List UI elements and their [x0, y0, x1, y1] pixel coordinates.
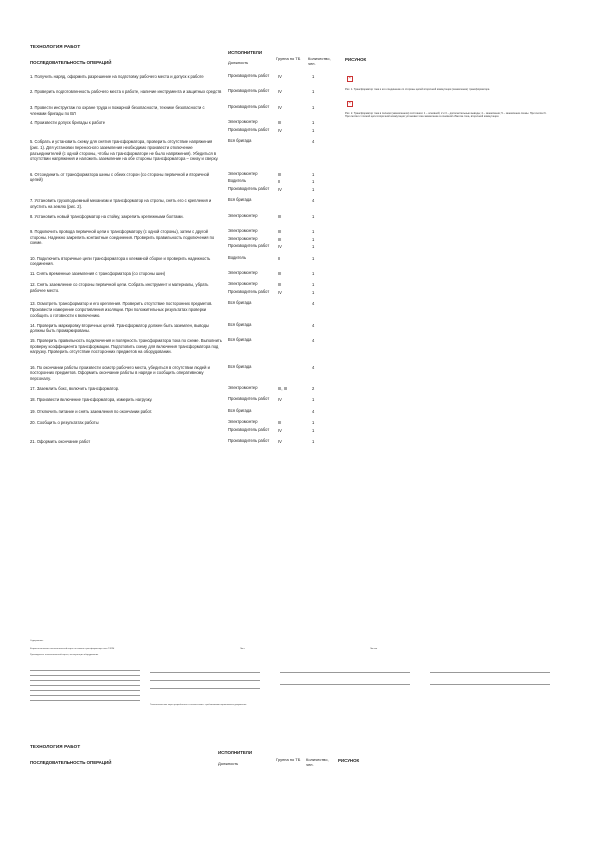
performer-group: IV: [278, 427, 282, 433]
performer-count: 1: [312, 439, 315, 445]
performer-count: 1: [312, 120, 315, 126]
performer-group: IV: [278, 289, 282, 295]
performer-count: 1: [312, 74, 315, 79]
performer-group: III, III: [278, 385, 288, 391]
stamp-line-1: Содержание:: [30, 640, 44, 642]
performer-position: Электромонтер: [228, 119, 258, 125]
col-position-header: Должность: [228, 60, 249, 65]
operation-text: 21. Оформить окончание работ: [30, 439, 91, 445]
performer-count: 1: [312, 89, 315, 95]
performer-position: Электромонтер: [228, 228, 258, 233]
performer-position: Производитель работ: [228, 243, 270, 248]
performer-count: 1: [312, 127, 315, 133]
performer-position: Электромонтер: [228, 170, 258, 176]
page2-col-count-header: Количество, чел.: [306, 757, 329, 767]
operation-text: 13. Осмотреть трансформатор и его крепления. Проверить отсутствие посторонних предметов. Произвести измерение сопротивления изоляции. При положительных результатах проверки сообщить о готовности к включению.: [30, 301, 213, 318]
performer-position: Электромонтер: [228, 269, 258, 275]
stamp-sheet-label: Лист: [240, 648, 245, 650]
performer-count: 4: [312, 198, 315, 204]
performer-position: Вся бригада: [228, 300, 252, 306]
title-block: [30, 640, 570, 720]
performer-count: 1: [312, 420, 315, 426]
performer-group: IV: [278, 439, 282, 445]
performer-position: Вся бригада: [228, 321, 252, 327]
performer-position: Производитель работ: [228, 88, 270, 94]
performer-count: 1: [312, 427, 315, 433]
operation-text: 8. Установить новый трансформатор на стойку, закрепить крепежными болтами.: [30, 213, 184, 219]
performer-group: IV: [278, 89, 282, 95]
figure-2-caption: Рис. 2. Трансформатор тока в полном (заземленном) состоянии: 1 – основной; 2 и 3 – дополнительные выводы; 4 – заземление; 5 – заземление схемы. При снятии 6. При снятии с полной цепи вторичной коммутации установки тока заземление в основной обмотке тока, вторичной коммутации.: [345, 112, 547, 118]
performer-group: III: [278, 236, 282, 242]
performer-position: Производитель работ: [228, 288, 270, 294]
performer-position: Электромонтер: [228, 235, 258, 241]
performer-group: III: [278, 171, 282, 177]
figure-1-image-icon: [347, 76, 353, 82]
page2-col-group-header: Группа по ТБ: [276, 757, 301, 762]
page2-col-position-header: Должность: [218, 761, 239, 766]
performer-position: Производитель работ: [228, 73, 270, 78]
stamp-sheets-label: Листов: [370, 648, 378, 650]
operation-text: 10. Подключить вторичные цепи трансформатора к клеммной сборке и проверить надежность соединения.: [30, 255, 211, 267]
sequence-header: ПОСЛЕДОВАТЕЛЬНОСТЬ ОПЕРАЦИЙ: [30, 60, 112, 65]
performer-count: 1: [312, 186, 315, 192]
operation-text: 17. Заземлить бокс, включить трансформатор.: [30, 385, 120, 391]
stamp-line-2: Форма исполнения технологической карты по замене трансформатора тока ТФЗМ: [30, 648, 115, 650]
page2-performers-header: ИСПОЛНИТЕЛИ: [218, 750, 253, 755]
operation-text: 2. Проверить подготовленность рабочего места к работе, наличие инструмента и защитных средств: [30, 89, 222, 95]
performer-count: 1: [312, 171, 315, 177]
performer-count: 1: [312, 289, 315, 295]
col-count-header: Количество, чел.: [308, 56, 331, 66]
performer-count: 1: [312, 213, 315, 219]
operation-text: 3. Провести инструктаж по охране труда и пожарной безопасности, технике безопасности с членами бригады по ВЛ: [30, 104, 205, 116]
performer-position: Электромонтер: [228, 281, 258, 287]
operation-text: 14. Проверить маркировку вторичных цепей. Трансформатор должен быть заземлен, выводы должны быть промаркированы.: [30, 322, 209, 334]
performer-count: 1: [312, 236, 315, 242]
operation-text: 11. Снять временные заземления с трансформатора (со стороны шин): [30, 270, 166, 276]
performer-count: 2: [312, 385, 315, 391]
operation-text: 20. Сообщить о результатах работы: [30, 420, 99, 426]
page2-figures-header: РИСУНОК: [338, 758, 360, 763]
performer-position: Вся бригада: [228, 197, 252, 203]
performer-position: Производитель работ: [228, 438, 270, 444]
performer-position: Электромонтер: [228, 212, 258, 218]
figures-header: РИСУНОК: [345, 57, 367, 62]
performer-position: Вся бригада: [228, 407, 252, 413]
performer-count: 1: [312, 282, 315, 288]
operation-text: 9. Подключить провода первичной цепи к трансформатору (с одной стороны), затем с другой стороны. Надежно закрепить контактные соединения. Проверить правильность подключения по схеме.: [30, 229, 215, 246]
performer-group: IV: [278, 74, 282, 79]
performers-header: ИСПОЛНИТЕЛИ: [228, 50, 263, 55]
stamp-grid-left: [30, 666, 140, 706]
performer-position: Электромонтер: [228, 419, 258, 425]
stamp-grid-far-right: [430, 666, 550, 706]
performer-count: 1: [312, 397, 315, 403]
operation-text: 1. Получить наряд, оформить разрешение на подготовку рабочего места и допуск к работе: [30, 74, 204, 79]
performer-count: 1: [312, 229, 315, 234]
page2-title: ТЕХНОЛОГИЯ РАБОТ: [30, 744, 81, 749]
performer-count: 4: [312, 408, 315, 414]
performer-position: Производитель работ: [228, 185, 270, 191]
col-group-header: Группа по ТБ: [276, 56, 301, 61]
performer-group: III: [278, 213, 282, 219]
performer-position: Электромонтер: [228, 384, 258, 390]
page-title: ТЕХНОЛОГИЯ РАБОТ: [30, 44, 81, 49]
performer-count: 1: [312, 179, 315, 185]
performer-position: Производитель работ: [228, 126, 270, 132]
performer-count: 4: [312, 301, 315, 307]
operation-text: 15. Проверить правильность подключения и полярность трансформатора тока по схеме. Выполнить проверку коэффициента трансформации. Подготовить схему для включения трансформатора под нагрузку. Проверить отсутствие посторонних предметов на оборудовании.: [30, 337, 222, 355]
stamp-bottom-note: Технологическая карта разработана в соответствии с требованиями нормативных документов: [150, 704, 247, 706]
performer-group: IV: [278, 104, 282, 110]
performer-position: Вся бригада: [228, 336, 252, 342]
stamp-grid-right: [280, 666, 410, 706]
performer-count: 4: [312, 322, 315, 328]
performer-group: III: [278, 282, 282, 288]
performer-group: IV: [278, 397, 282, 403]
performer-group: IV: [278, 127, 282, 133]
performer-count: 1: [312, 255, 315, 261]
performer-count: 1: [312, 244, 315, 249]
performer-count: 1: [312, 104, 315, 110]
performer-position: Производитель работ: [228, 103, 270, 109]
performer-group: III: [278, 270, 282, 276]
performer-group: II: [278, 179, 281, 185]
operation-text: 7. Установить грузоподъемный механизм и трансформатор на стропы, снять его с крепления и опустить на землю (рис. 2).: [30, 198, 212, 209]
performer-group: II: [278, 255, 281, 261]
performer-group: III: [278, 420, 282, 426]
stamp-grid-mid: [150, 666, 260, 706]
operation-text: 18. Произвести включение трансформатора, измерить нагрузку.: [30, 397, 153, 403]
operation-text: 6. Отсоединить от трансформатора шины с обеих сторон (со стороны первичной и вторичной цепей): [30, 171, 210, 183]
performer-position: Водитель: [228, 254, 247, 260]
performer-group: III: [278, 229, 282, 234]
performer-group: III: [278, 120, 282, 126]
performer-group: IV: [278, 244, 282, 249]
operation-text: 5. Собрать и установить схему для снятия трансформатора, проверить отсутствие напряжения (рис. 1). Для установки переносного заземления необходимо произвести отключение разъединителей (с одной стороны, чтобы на трансформаторе не было напряжения). Убедиться в отсутствии напряжения и наложить заземление на обе стороны трансформатора – снизу и сверху.: [30, 139, 219, 162]
performer-count: 1: [312, 270, 315, 276]
performer-position: Производитель работ: [228, 396, 270, 402]
performer-position: Вся бригада: [228, 138, 252, 144]
operation-text: 16. По окончании работы произвести осмотр рабочего места, убедиться в отсутствии людей и посторонних предметов. Оформить окончание работы в наряде и сообщить оперативному персоналу.: [30, 364, 210, 382]
operation-text: 19. Отключить питание и снять заземления по окончании работ.: [30, 408, 153, 414]
performer-count: 4: [312, 139, 315, 145]
operations-table: [30, 74, 340, 614]
performer-position: Водитель: [228, 178, 247, 184]
operation-text: 12. Снять заземление со стороны первичной цепи. Собрать инструмент и материалы, убрать рабочее место.: [30, 282, 209, 294]
performer-group: IV: [278, 186, 282, 192]
stamp-line-3: Руководитель технологической карты, эксплуатация оборудования: [30, 654, 99, 656]
performer-position: Вся бригада: [228, 363, 252, 369]
performer-count: 4: [312, 364, 315, 370]
performer-position: Производитель работ: [228, 426, 270, 432]
page2-sequence-header: ПОСЛЕДОВАТЕЛЬНОСТЬ ОПЕРАЦИЙ: [30, 760, 112, 765]
operation-text: 4. Произвести допуск бригады к работе: [30, 120, 105, 126]
figure-1-caption: Рис. 1. Трансформатор тока и его соединение со стороны цепей вторичной коммутации (заземление) трансформатора: [345, 88, 490, 91]
performer-count: 4: [312, 337, 315, 343]
figure-2-image-icon: [347, 101, 353, 107]
